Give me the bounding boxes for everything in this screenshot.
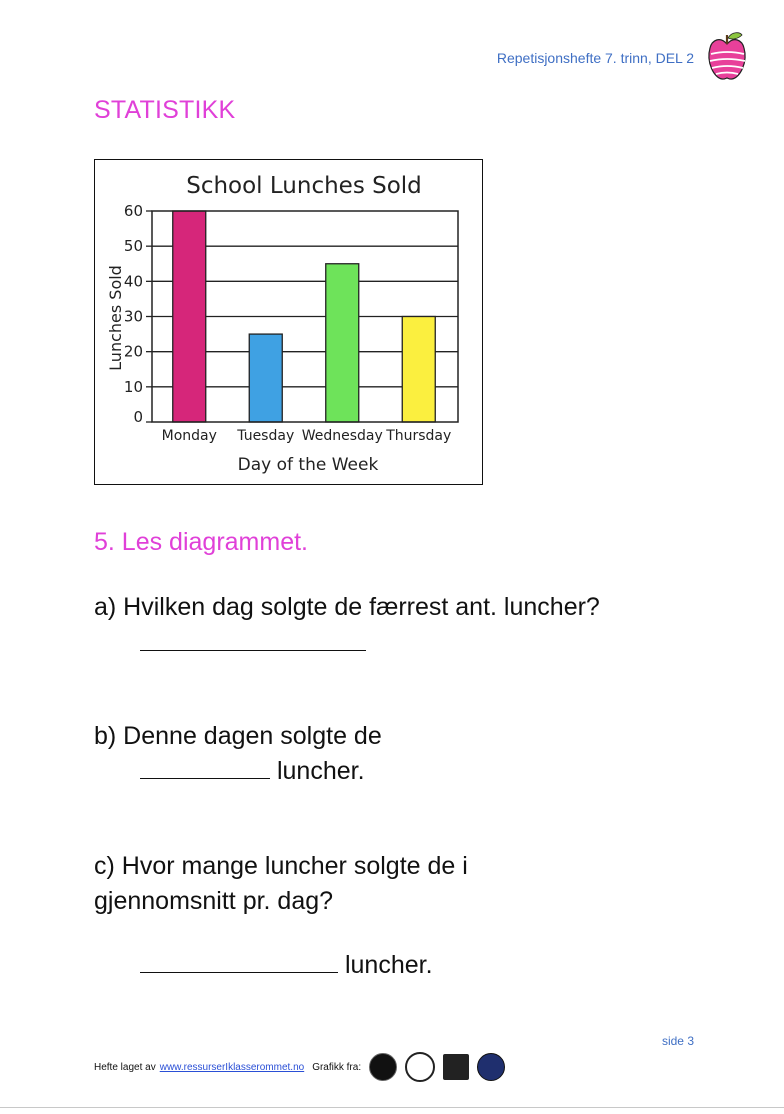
bar-wednesday — [326, 264, 359, 422]
question-c-line1: c) Hvor mange luncher solgte de i — [94, 852, 468, 880]
bar-thursday — [402, 317, 435, 423]
y-tick-label: 60 — [123, 202, 143, 220]
question-c-unit: luncher. — [344, 951, 433, 979]
y-tick-label: 0 — [133, 408, 143, 426]
footer — [94, 1052, 505, 1082]
graphics-credit-badge-icon — [369, 1053, 397, 1081]
question-b-line1: b) Denne dagen solgte de — [94, 722, 382, 750]
page-bottom-edge — [0, 1107, 784, 1108]
y-tick-label: 50 — [123, 237, 143, 256]
footer-website-link[interactable]: www.ressurserIklasserommet.no — [159, 1061, 305, 1073]
question-c-answer-line — [140, 948, 433, 982]
y-tick-label: 40 — [123, 272, 143, 291]
section-title: STATISTIKK — [94, 96, 236, 124]
header-title: Repetisjonshefte 7. trinn, DEL 2 — [496, 50, 694, 66]
chart-title: School Lunches Sold — [186, 173, 422, 199]
graphics-credit-badge-icon — [443, 1054, 469, 1080]
x-tick-label: Thursday — [386, 428, 452, 444]
y-tick-label: 10 — [123, 377, 143, 396]
bar-chart — [94, 159, 483, 485]
answer-blank-b[interactable] — [140, 758, 270, 779]
answer-blank-c[interactable] — [140, 952, 338, 973]
chart-x-label: Day of the Week — [237, 455, 379, 475]
answer-blank-a[interactable] — [140, 634, 366, 651]
question-b-line2 — [140, 754, 365, 788]
bar-tuesday — [249, 334, 282, 422]
x-tick-label: Wednesday — [301, 428, 383, 444]
chart-y-label: Lunches Sold — [106, 265, 125, 371]
task-heading: 5. Les diagrammet. — [94, 528, 308, 556]
x-tick-label: Monday — [161, 428, 217, 444]
question-b-unit: luncher. — [276, 757, 365, 785]
graphics-credit-badge-icon — [477, 1053, 505, 1081]
y-tick-label: 30 — [123, 307, 143, 326]
bar-monday — [173, 211, 206, 422]
x-tick-label: Tuesday — [237, 428, 295, 444]
apple-icon — [704, 30, 750, 82]
y-tick-label: 20 — [123, 342, 143, 361]
graphics-credit-badge-icon — [405, 1052, 435, 1082]
page-number: side 3 — [661, 1034, 694, 1048]
question-c-line2: gjennomsnitt pr. dag? — [94, 887, 334, 915]
footer-made-by: Hefte laget av — [94, 1061, 156, 1073]
footer-graphics-label: Grafikk fra: — [312, 1061, 362, 1073]
question-a: a) Hvilken dag solgte de færrest ant. luncher? — [94, 593, 600, 621]
